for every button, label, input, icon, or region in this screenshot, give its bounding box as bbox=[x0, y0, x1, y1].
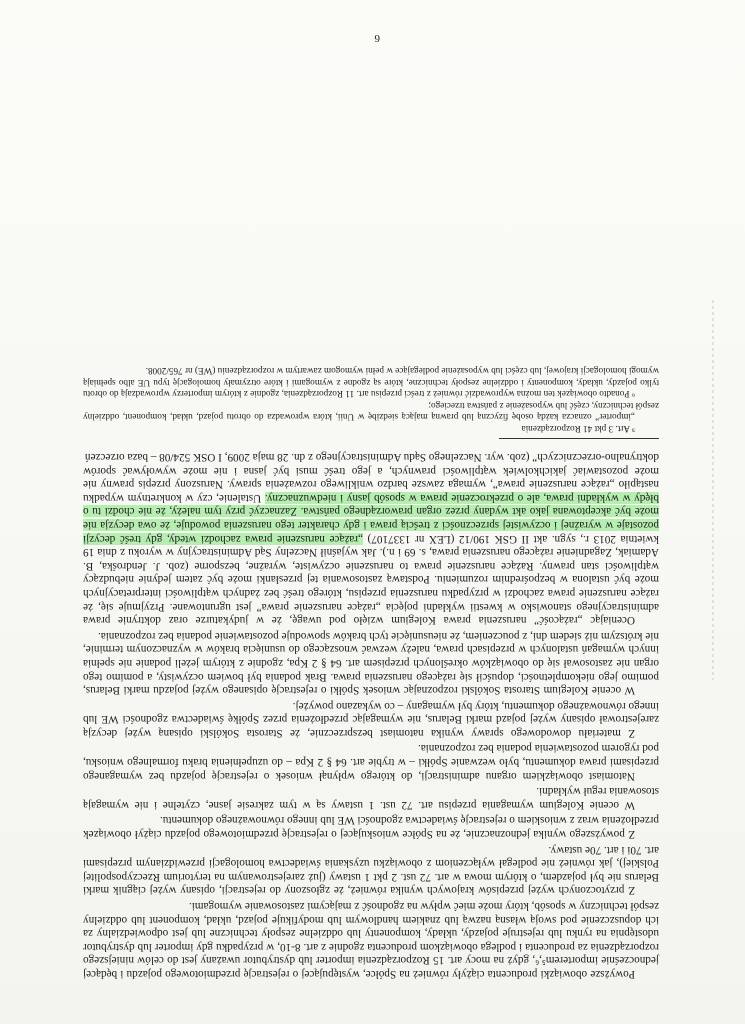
page-number: 6 bbox=[374, 32, 380, 44]
paragraph-7: W ocenie Kolegium Starosta Sokólski rozpoznając wniosek Spółki o rejestrację opisanego wyżej pojazdu marki Belarus, pomimo jego niekompletności, dopuścił się rażącego naruszenia prawa. Brak podania był bowiem oczywisty, a pomimo tego organ nie zastosował się do obowiązków określonych przepisem art. 64 § 2 Kpa, zgodnie z którym jeżeli podanie nie spełnia innych wymagań ustalonych w przepisach prawa, należy wezwać wnoszącego do usunięcia braków w wyznaczonym terminie, nie krótszym niż siedem dni, z pouczeniem, że nieusunięcie tych braków spowoduje pozostawienie podania bez rozpoznania. bbox=[83, 629, 659, 697]
footnote-5-text: „importer” oznacza każdą osobę fizyczną lub prawną mającą siedzibę w Unii, która wprowadza do obrotu pojazd, układ, komponent, oddzielny zespół techniczny, część lub wyposażenie z państwa trzeciego; bbox=[83, 401, 659, 423]
paragraph-2: Z przytoczonych wyżej przepisów krajowych wynika również, że zgłoszony do rejestracji, opisany wyżej ciągnik marki Belarus nie był pojazdem, o którym mowa w art. 72 ust. 2 pkt 1 ustawy (już zarejestrowanym na terytorium Rzeczypospolitej Polskiej), jak również nie podlegał wyłączeniom z obowiązku uzyskania świadectwa homologacji przewidzianym przepisami art. 70i i art. 70e ustawy. bbox=[83, 843, 659, 897]
footnote-6-text: ⁶ Ponadto obowiązek ten można wyprowadzić również z treści przepisu art. 11 Rozporządzenia, zgodnie z którym importerzy wprowadzają do obrotu tylko pojazdy, układy, komponenty i oddzielne zespoły techniczne, które są zgodne z wymogami i które otrzymały homologację typu UE albo spełniają wymogi homologacji krajowej, lub części lub wyposażenie podlegające w pełni wymogom zawartym w rozporządzeniu (WE) nr 765/2008. bbox=[83, 366, 659, 399]
paragraph-5: Natomiast obowiązkiem organu administracji, do którego wpłynął wniosek o rejestrację pojazdu bez wymaganego przepisami prawa dokumentu, było wezwanie Spółki – w trybie art. 64 § 2 Kpa – do uzupełnienia braku formalnego wniosku, pod rygorem pozostawienia podania bez rozpoznania. bbox=[83, 742, 659, 782]
paragraph-1: Powyższe obowiązki producenta ciążyły również na Spółce, występującej o rejestrację przedmiotowego pojazdu i będącej jednocześnie importerem⁵,⁶, gdyż na mocy art. 15 Rozporządzenia importer lub dystrybutor uważany jest do celów niniejszego rozporządzenia za producenta i podlega obowiązkom producenta zgodnie z art. 8-10, w przypadku gdy importer lub dystrybutor udostępnia na rynku lub rejestruje pojazdy, układy, komponenty lub oddzielne zespoły techniczne lub jest odpowiedzialny za ich dopuszczenie pod swoją własną nazwą lub znakiem handlowym lub modyfikuje pojazd, układ, komponent lub oddzielny zespół techniczny w sposób, który może mieć wpływ na zgodność z mającymi zastosowanie wymogami. bbox=[83, 900, 659, 980]
paragraph-6: Z materiału dowodowego sprawy wynika natomiast bezsprzecznie, że Starosta Sokólski opisaną wyżej decyzją zarejestrował opisany wyżej pojazd marki Belarus, nie wymagając przedłożenia przez Spółkę świadectwa zgodności WE lub innego równoważnego dokumentu, który był wymagany – co wykazano powyżej. bbox=[83, 699, 659, 739]
paragraph-8: Oceniając „rażącość” naruszenia prawa Kolegium wzięło pod uwagę, że w judykaturze oraz doktrynie prawa administracyjnego stanowisko w kwestii wykładni pojęcia „rażące naruszenie prawa” jest ugruntowane. Przyjmuje się, że rażące naruszenie prawa zachodzi w przypadku naruszenia przepisu, którego treść bez żadnych wątpliwości interpretacyjnych może być ustalona w bezpośrednim rozumieniu. Podstawą zastosowania tej przesłanki może być zatem jedynie niebudzący wątpliwości stan prawny. Rażące naruszenie prawa to naruszenie oczywiste, wyraźne, bezsporne (zob. J. Jendrośka, B. Adamiak, Zagadnienie rażącego naruszenia prawa, s. 69 i n.). Jak wyjaśnił Naczelny Sąd Administracyjny w wyroku z dnia 19 kwietnia 2013 r., sygn. akt II GSK 190/12 (LEX nr 1337107) „rażące naruszenie prawa zachodzi wtedy, gdy treść decyzji pozostaje w wyraźnej i oczywistej sprzeczności z treścią prawa i gdy charakter tego naruszenia powoduje, że owa decyzja nie może być akceptowana jako akt wydany przez organ praworządnego państwa. Zaznaczyć przy tym należy, że nie chodzi tu o błędy w wykładni prawa, ale o przekroczenie prawa w sposób jasny i niedwuznaczny. Ustalenie, czy w konkretnym wypadku nastąpiło „rażące naruszenie prawa”, wymaga zawsze bardzo wnikliwego rozważenia sprawy. Naruszony przepis prawny nie może pozostawiać jakichkolwiek wątpliwości prawnych, a jego treść musi być jasna i nie może wywoływać sporów doktrynalno-orzeczniczych” (zob. wyr. Naczelnego Sądu Administracyjnego z dn. 28 maja 2009, I OSK 524/08 – baza orzeczeń bbox=[82, 451, 659, 627]
highlighted-quote: „rażące naruszenie prawa zachodzi wtedy, gdy treść decyzji pozostaje w wyraźnej i oczywistej sprzeczności z treścią prawa i gdy charakter tego naruszenia powoduje, że owa decyzja nie może być akceptowana jako akt wydany przez organ praworządnego państwa. Zaznaczyć przy tym należy, że nie chodzi tu o błędy w wykładni prawa, ale o przekroczenie prawa w sposób jasny i niedwuznaczny. bbox=[83, 491, 659, 545]
footnote-5-ref: ⁵ Art. 3 pkt 41 Rozporządzenia bbox=[521, 424, 635, 435]
paragraph-3: Z powyższego wynika jednoznacznie, że na Spółce wnioskującej o rejestrację przedmiotowego pojazdu ciążył obowiązek przedłożenia wraz z wnioskiem o rejestrację świadectwa zgodności WE lub innego równoważnego dokumentu. bbox=[83, 814, 659, 841]
footnote-separator bbox=[499, 438, 659, 439]
paragraph-4: W ocenie Kolegium wymagania przepisu art. 72 ust. 1 ustawy są w tym zakresie jasne, czytelne i nie wymagają stosowania reguł wykładni. bbox=[83, 785, 659, 811]
document-body bbox=[83, 364, 659, 980]
footnotes bbox=[83, 365, 659, 434]
